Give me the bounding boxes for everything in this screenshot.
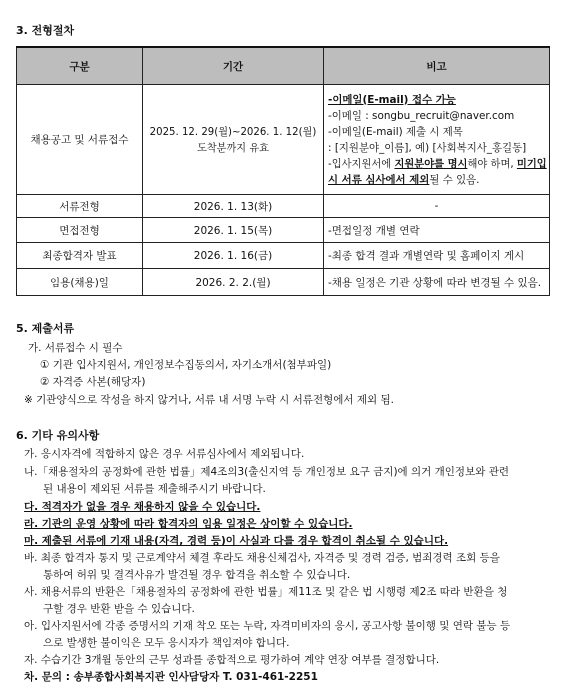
section5-line3: ② 자격증 사본(해당자) — [40, 376, 146, 388]
section5-line1: 가. 서류접수 시 필수 — [28, 342, 123, 354]
section3-title: 3. 전형절차 — [16, 24, 75, 37]
table-row — [17, 243, 550, 269]
selection-process-table — [16, 46, 550, 296]
section5-line2: ① 기관 입사지원서, 개인정보수집동의서, 자기소개서(첨부파일) — [40, 359, 332, 371]
row1-category: 채용공고 및 서류접수 — [17, 85, 143, 195]
row2-category: 서류전형 — [17, 195, 143, 218]
section6-item-ba-1: 바. 최종 합격자 통지 및 근로계약서 체결 후라도 채용신체검사, 자격증 및 경력 검증, 범죄경력 조회 등을 — [24, 552, 500, 564]
table-row — [17, 218, 550, 243]
row1-period-line2: 도착분까지 유효 — [197, 141, 269, 154]
row1-note-line3: -이메일(E-mail) 제출 시 제목 — [328, 125, 463, 138]
section6-item-ba-2: 통하여 허위 및 결격사유가 발견될 경우 합격을 취소할 수 있습니다. — [43, 569, 351, 581]
section6-item-da: 다. 적격자가 없을 경우 채용하지 않을 수 있습니다. — [24, 501, 261, 513]
section6-item-ja: 자. 수습기간 3개월 동안의 근무 성과를 종합적으로 평가하여 계약 연장 여부를 결정합니다. — [24, 654, 440, 666]
section6-item-na-1: 나.「채용절차의 공정화에 관한 법률」제4조의3(출신지역 등 개인정보 요구 금지)에 의거 개인정보와 관련 — [24, 466, 509, 478]
row1-note-line6 — [328, 172, 547, 188]
table-row — [17, 85, 550, 195]
table-header-row — [17, 47, 550, 85]
section5-title: 5. 제출서류 — [16, 322, 75, 335]
section5-line4: ※ 기관양식으로 작성을 하지 않거나, 서류 내 서명 누락 시 서류전형에서 제외 됨. — [24, 394, 394, 406]
row5-category: 임용(채용)일 — [17, 269, 143, 296]
row4-category: 최종합격자 발표 — [17, 243, 143, 269]
row1-note-line5-mid: 해야 하며, — [467, 157, 517, 170]
section6-item-cha: 차. 문의 : 송부종합사회복지관 인사담당자 T. 031-461-2251 — [24, 671, 318, 683]
section6-title: 6. 기타 유의사항 — [16, 429, 100, 442]
section6-item-ga: 가. 응시자격에 적합하지 않은 경우 서류심사에서 제외됩니다. — [24, 448, 305, 460]
row5-period: 2026. 2. 2.(월) — [143, 269, 324, 296]
table-row — [17, 195, 550, 218]
row2-note: - — [324, 195, 550, 218]
section6-item-ma: 마. 제출된 서류에 기재 내용(자격, 경력 등)이 사실과 다를 경우 합격이 취소될 수 있습니다. — [24, 535, 449, 547]
header-note: 비고 — [324, 47, 550, 85]
row5-note: -채용 일정은 기관 상황에 따라 변경될 수 있음. — [324, 269, 550, 296]
row1-note-line5 — [328, 156, 547, 172]
row3-category: 면접전형 — [17, 218, 143, 243]
row4-period: 2026. 1. 16(금) — [143, 243, 324, 269]
row1-note-line1: -이메일(E-mail) 접수 가능 — [328, 93, 456, 106]
row2-period: 2026. 1. 13(화) — [143, 195, 324, 218]
row1-note-line2: -이메일 : songbu_recruit@naver.com — [328, 109, 515, 122]
section6-item-ra: 라. 기관의 운영 상황에 따라 합격자의 임용 일정은 상이할 수 있습니다. — [24, 518, 353, 530]
row1-period — [143, 85, 324, 195]
row3-note: -면접일정 개별 연락 — [324, 218, 550, 243]
row1-note-line6-post: 될 수 있음. — [429, 173, 480, 186]
section6-item-na-2: 된 내용이 제외된 서류를 제출해주시기 바랍니다. — [43, 483, 266, 495]
row1-note-line5-pre: -입사지원서에 — [328, 157, 395, 170]
section6-item-a-1: 아. 입사지원서에 각종 증명서의 기재 착오 또는 누락, 자격미비자의 응시, 공고사항 불이행 및 연락 불능 등 — [24, 620, 511, 632]
header-category: 구분 — [17, 47, 143, 85]
row1-note-line4: : [지원분야_이름], 예) [사회복지사_홍길동] — [328, 141, 527, 154]
table-row — [17, 269, 550, 296]
row3-period: 2026. 1. 15(목) — [143, 218, 324, 243]
row1-note-line5-bold: 지원분야를 명시 — [394, 157, 468, 170]
section6-item-a-2: 으로 발생한 불이익은 모두 응시자가 책임져야 합니다. — [43, 637, 290, 649]
row1-note — [324, 85, 550, 195]
section6-item-sa-2: 구할 경우 반환 받을 수 있습니다. — [43, 603, 195, 615]
row1-note-line5-tail: 미기입 — [516, 157, 547, 170]
section6-item-sa-1: 사. 채용서류의 반환은「채용절차의 공정화에 관한 법률」제11조 및 같은 법 시행령 제2조 따라 반환을 청 — [24, 586, 508, 598]
row1-period-line1: 2025. 12. 29(월)~2026. 1. 12(월) — [149, 125, 317, 138]
header-period: 기간 — [143, 47, 324, 85]
row1-note-line6-bold: 시 서류 심사에서 제외 — [328, 173, 430, 186]
row4-note: -최종 합격 결과 개별연락 및 홈페이지 게시 — [324, 243, 550, 269]
